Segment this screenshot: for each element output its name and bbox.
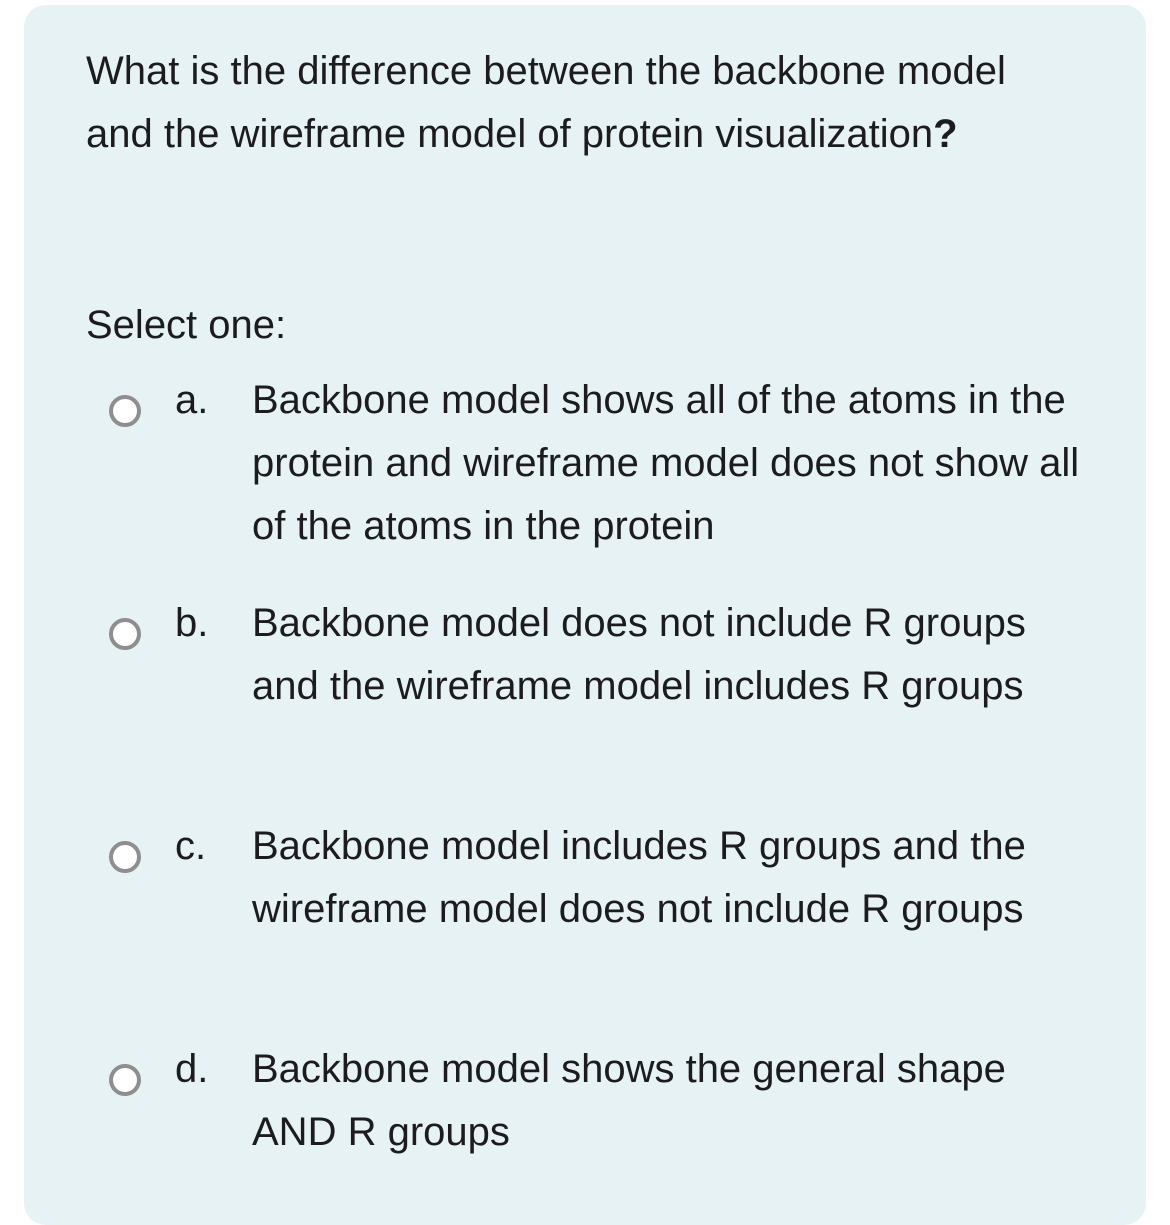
radio-d[interactable] — [109, 1064, 141, 1096]
option-letter-d: d. — [175, 1047, 209, 1091]
question-mark: ? — [933, 112, 958, 156]
option-letter-b: b. — [175, 601, 209, 645]
option-text-d[interactable]: Backbone model shows the general shape AND R groups — [252, 1047, 1006, 1154]
option-text-a[interactable]: Backbone model shows all of the atoms in the protein and wireframe model does not show all of the atoms in the protein — [252, 378, 1080, 548]
radio-c[interactable] — [109, 841, 141, 873]
option-letter-a: a. — [175, 378, 209, 422]
question-text — [86, 40, 1076, 166]
select-prompt: Select one: — [86, 303, 287, 347]
option-letter-c: c. — [175, 824, 207, 868]
question-body: What is the difference between the backbone model and the wireframe model of protein visualization — [86, 49, 1006, 156]
radio-a[interactable] — [109, 395, 141, 427]
option-text-c[interactable]: Backbone model includes R groups and the wireframe model does not include R groups — [252, 824, 1026, 931]
option-text-b[interactable]: Backbone model does not include R groups and the wireframe model includes R groups — [252, 601, 1026, 708]
radio-b[interactable] — [109, 618, 141, 650]
